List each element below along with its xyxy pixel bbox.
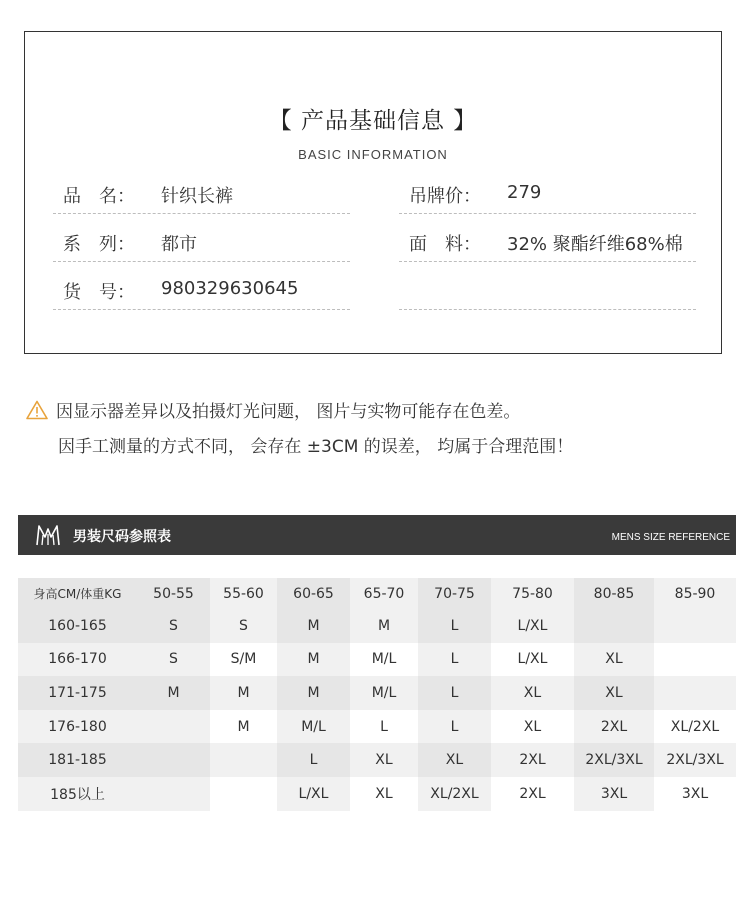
size-cell: 2XL/3XL <box>574 743 654 777</box>
height-label: 171-175 <box>18 676 137 710</box>
table-row <box>18 676 736 710</box>
size-cell: 2XL <box>574 710 654 744</box>
size-cell: L <box>418 710 491 744</box>
height-label: 160-165 <box>18 609 137 643</box>
size-cell <box>574 609 654 643</box>
weight-header-50-55: 50-55 <box>137 578 210 609</box>
size-cell: XL <box>418 743 491 777</box>
warning-triangle-icon <box>26 400 48 420</box>
field-item-no-label: 货 号： <box>63 282 135 303</box>
size-cell: M/L <box>277 710 350 744</box>
size-cell: S <box>137 609 210 643</box>
height-label: 166-170 <box>18 643 137 677</box>
size-cell: M <box>277 676 350 710</box>
size-table-header-row <box>18 578 736 609</box>
size-cell: S <box>137 643 210 677</box>
weight-header-80-85: 80-85 <box>574 578 654 609</box>
size-cell: L <box>350 710 418 744</box>
field-series-label: 系 列： <box>63 234 135 255</box>
field-material <box>399 222 696 262</box>
size-cell: M <box>137 676 210 710</box>
brand-logo-icon <box>34 523 62 547</box>
field-material-label: 面 料： <box>409 234 481 255</box>
size-table <box>18 578 736 811</box>
size-chart-title: 男装尺码参照表 <box>73 529 171 545</box>
size-cell: XL <box>574 676 654 710</box>
weight-header-70-75: 70-75 <box>418 578 491 609</box>
field-name <box>53 174 350 214</box>
product-info-subtitle: BASIC INFORMATION <box>298 147 448 162</box>
size-cell: 3XL <box>654 777 736 811</box>
size-cell <box>137 710 210 744</box>
size-cell <box>210 743 277 777</box>
size-cell <box>654 609 736 643</box>
size-cell: L <box>418 609 491 643</box>
size-cell: S/M <box>210 643 277 677</box>
size-cell: M <box>277 609 350 643</box>
size-cell <box>654 676 736 710</box>
size-cell: L/XL <box>491 609 574 643</box>
field-name-value: 针织长裤 <box>161 186 233 207</box>
product-info-box <box>24 31 722 354</box>
size-cell: XL <box>350 743 418 777</box>
size-cell: M <box>350 609 418 643</box>
table-row <box>18 743 736 777</box>
weight-header-55-60: 55-60 <box>210 578 277 609</box>
notice-line-2: 因手工测量的方式不同， 会存在 ±3CM 的误差， 均属于合理范围！ <box>58 437 574 457</box>
size-chart-title-en: MENS SIZE REFERENCE <box>611 532 730 543</box>
field-empty <box>399 270 696 310</box>
weight-header-65-70: 65-70 <box>350 578 418 609</box>
size-cell: L/XL <box>277 777 350 811</box>
height-label: 176-180 <box>18 710 137 744</box>
size-cell: 2XL/3XL <box>654 743 736 777</box>
size-cell: M <box>210 676 277 710</box>
table-row <box>18 777 736 811</box>
size-cell <box>210 777 277 811</box>
weight-header-85-90: 85-90 <box>654 578 736 609</box>
notice-text-1: 因显示器差异以及拍摄灯光问题， 图片与实物可能存在色差。 <box>56 402 521 422</box>
size-cell: S <box>210 609 277 643</box>
size-cell: XL <box>491 710 574 744</box>
size-cell <box>654 643 736 677</box>
notice-line-1 <box>26 400 726 436</box>
field-price-label: 吊牌价： <box>409 186 481 207</box>
size-chart-header <box>18 515 736 555</box>
table-row <box>18 643 736 677</box>
size-cell: M <box>210 710 277 744</box>
field-price-value: 279 <box>507 182 542 203</box>
size-cell: L <box>418 643 491 677</box>
field-price <box>399 174 696 214</box>
size-table-corner-label: 身高CM/体重KG <box>18 578 137 609</box>
table-row <box>18 710 736 744</box>
size-cell: L <box>277 743 350 777</box>
field-material-value: 32% 聚酯纤维68%棉 <box>507 234 683 255</box>
size-cell: M <box>277 643 350 677</box>
size-cell: M/L <box>350 643 418 677</box>
field-series-value: 都市 <box>161 234 197 255</box>
size-cell: L <box>418 676 491 710</box>
product-info-title: 【 产品基础信息 】 <box>268 108 478 134</box>
table-row <box>18 609 736 643</box>
size-cell: XL/2XL <box>418 777 491 811</box>
height-label: 185以上 <box>18 777 137 811</box>
size-cell: XL <box>491 676 574 710</box>
size-cell: 2XL <box>491 777 574 811</box>
field-name-label: 品 名： <box>63 186 135 207</box>
size-cell: 2XL <box>491 743 574 777</box>
weight-header-75-80: 75-80 <box>491 578 574 609</box>
weight-header-60-65: 60-65 <box>277 578 350 609</box>
field-item-no <box>53 270 350 310</box>
size-cell: XL/2XL <box>654 710 736 744</box>
color-notice <box>26 400 726 472</box>
size-cell: 3XL <box>574 777 654 811</box>
size-cell <box>137 743 210 777</box>
size-cell: M/L <box>350 676 418 710</box>
size-cell: L/XL <box>491 643 574 677</box>
field-series <box>53 222 350 262</box>
height-label: 181-185 <box>18 743 137 777</box>
size-cell: XL <box>350 777 418 811</box>
size-cell: XL <box>574 643 654 677</box>
field-item-no-value: 980329630645 <box>161 278 299 299</box>
size-cell <box>137 777 210 811</box>
